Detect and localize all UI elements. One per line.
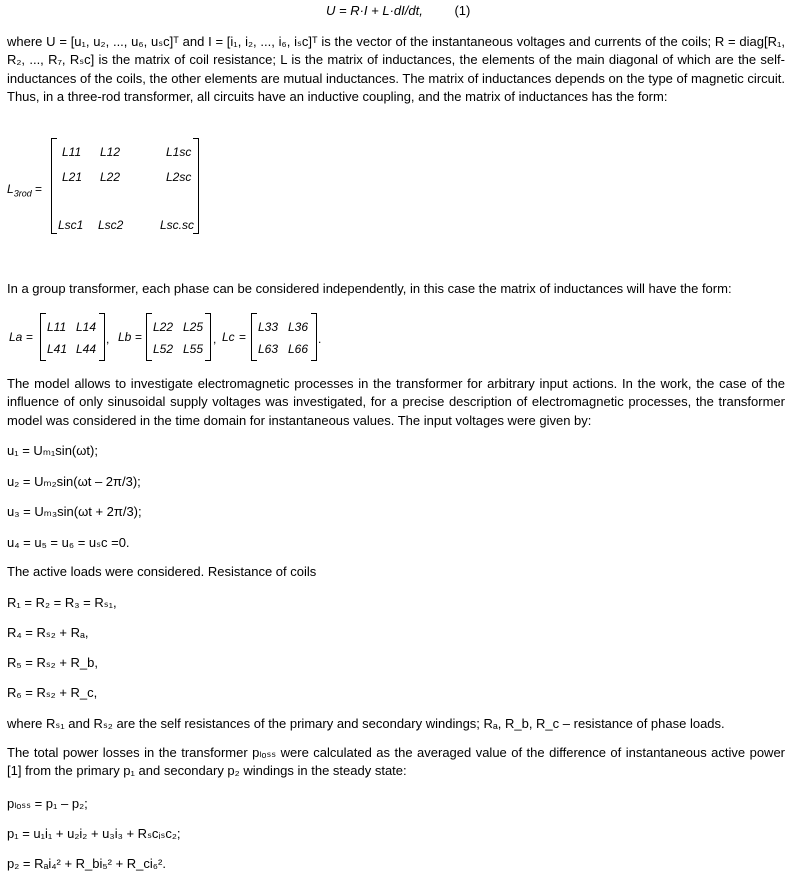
- matrix-3rod-el: L1sc: [166, 145, 192, 159]
- paragraph-where-resistances: where Rₛ₁ and Rₛ₂ are the self resistances of the primary and secondary windings; Rₐ, R_b, R_c – resistance of phase loads.: [7, 716, 725, 731]
- matrix-3rod-lhs-sub: 3rod: [13, 188, 32, 199]
- matrix-3rod-eq: =: [35, 182, 43, 196]
- resistance-equation: R₅ = Rₛ₂ + R_b,: [7, 655, 98, 670]
- matrix-a-el: L14: [76, 320, 97, 334]
- matrix-b-left-bracket: [146, 313, 152, 361]
- matrix-c-right-bracket: [311, 313, 317, 361]
- matrix-3rod-el: Lsc.sc: [160, 218, 195, 232]
- voltage-equation: u₄ = u₅ = u₆ = uₛc =0.: [7, 535, 130, 550]
- paragraph-active-loads: The active loads were considered. Resistance of coils: [7, 564, 317, 579]
- resistance-equation: R₁ = R₂ = R₃ = Rₛ₁,: [7, 595, 117, 610]
- matrix-a-el: L41: [47, 342, 68, 356]
- matrix-3rod-el: L22: [100, 170, 121, 184]
- matrix-c-el: L66: [288, 342, 309, 356]
- matrix-b-eq: =: [135, 330, 143, 344]
- matrix-a-left-bracket: [40, 313, 46, 361]
- matrix-a-el: L44: [76, 342, 97, 356]
- voltage-equation: u₁ = Uₘ₁sin(ωt);: [7, 443, 98, 458]
- matrix-c-el: L33: [258, 320, 279, 334]
- matrix-3rod-el: Lsc2: [98, 218, 124, 232]
- equation-1: [326, 3, 470, 18]
- matrix-c-lhs: Lc: [222, 330, 235, 344]
- matrix-3rod-el: L2sc: [166, 170, 192, 184]
- matrix-c-el: L63: [258, 342, 279, 356]
- power-equation: p₂ = Rₐi₄² + R_bi₅² + R_ci₆².: [7, 856, 166, 871]
- paragraph-model: The model allows to investigate electromagnetic processes in the transformer for arbitrary input actions. In the work, the case of the influence of only sinusoidal supply voltages was investigated, for a precise description of electromagnetic processes, the transformer model was considered in the time domain for instantaneous values. The input voltages were given by:: [7, 376, 785, 428]
- matrix-c-left-bracket: [251, 313, 257, 361]
- matrix-b-el: L22: [153, 320, 174, 334]
- matrix-3rod-el: L11: [62, 145, 82, 159]
- power-equation: p₁ = u₁i₁ + u₂i₂ + u₃i₃ + Rₛcᵢₛc₂;: [7, 826, 181, 841]
- paragraph-group: In a group transformer, each phase can be considered independently, in this case the matrix of inductances will have the form:: [7, 281, 732, 296]
- matrix-b-right-bracket: [205, 313, 211, 361]
- matrix-3rod-el: L12: [100, 145, 121, 159]
- equation-1-formula: U = R·I + L·dI/dt,: [326, 3, 423, 18]
- matrix-b-el: L25: [183, 320, 204, 334]
- matrix-a-sep: ,: [106, 332, 110, 346]
- matrix-3rod-el: Lsc1: [58, 218, 84, 232]
- matrix-b-sep: ,: [213, 332, 217, 346]
- resistance-equation: R₄ = Rₛ₂ + Rₐ,: [7, 625, 89, 640]
- voltage-equation: u₃ = Uₘ₃sin(ωt + 2π/3);: [7, 504, 142, 519]
- voltage-equation: u₂ = Uₘ₂sin(ωt – 2π/3);: [7, 474, 141, 489]
- matrix-3rod-left-bracket: [51, 138, 57, 234]
- matrix-a-right-bracket: [99, 313, 105, 361]
- matrix-c-eq: =: [239, 330, 247, 344]
- matrix-b-lhs: Lb: [118, 330, 132, 344]
- matrix-a-eq: =: [26, 330, 34, 344]
- matrix-c-end: .: [318, 332, 322, 346]
- matrix-c-el: L36: [288, 320, 309, 334]
- matrix-3rod-lhs: L: [7, 182, 14, 196]
- resistance-equation: R₆ = Rₛ₂ + R_c,: [7, 685, 98, 700]
- equation-1-number: (1): [454, 3, 471, 18]
- matrix-3rod-el: L21: [62, 170, 83, 184]
- matrix-a-el: L11: [47, 320, 67, 334]
- matrix-b-el: L55: [183, 342, 204, 356]
- paragraph-where: where U = [u₁, u₂, ..., u₆, uₛc]ᵀ and I = [i₁, i₂, ..., i₆, iₛc]ᵀ is the vector of the instantaneous voltages and currents of the coils; R = diag[R₁, R₂, ..., R₇, Rₛc] is the matrix of coil resistance; L is the matrix of inductances, the elements of the main diagonal of which are the self-inductances of the coils, the other elements are mutual inductances. The matrix of inductances depends on the type of magnetic circuit. Thus, in a three-rod transformer, all circuits have an inductive coupling, and the matrix of inductances has the form:: [7, 34, 785, 104]
- matrix-b-el: L52: [153, 342, 174, 356]
- power-equation: pₗₒₛₛ = p₁ – p₂;: [7, 796, 88, 811]
- paragraph-power-losses: The total power losses in the transformer pₗₒₛₛ were calculated as the averaged value of the difference of instantaneous active power [1] from the primary p₁ and secondary p₂ windings in the steady state:: [7, 745, 785, 779]
- matrix-a-lhs: La: [9, 330, 23, 344]
